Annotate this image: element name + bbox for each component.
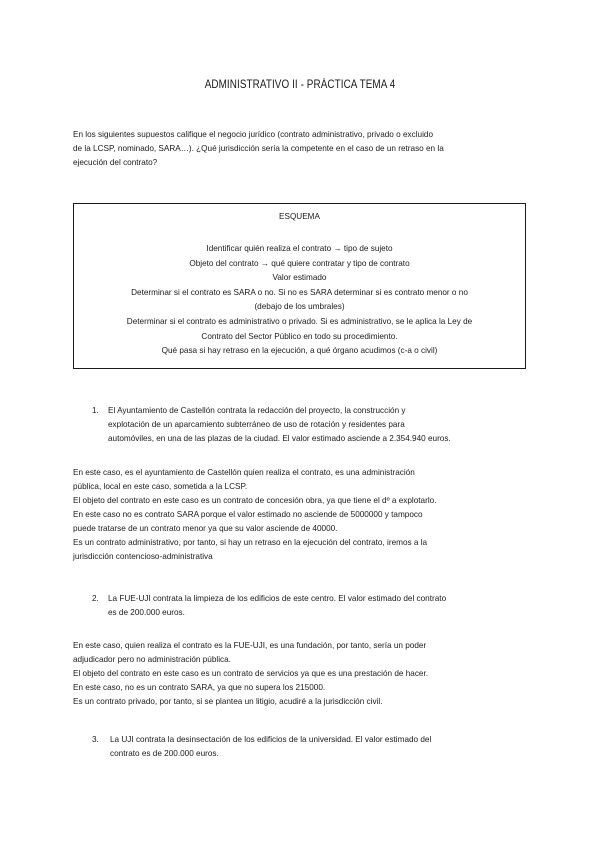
schema-line: Determinar si el contrato es administrativo o privado. Si es administrativo, se le aplica la Ley de	[126, 316, 473, 326]
schema-line: Objeto del contrato → qué quiere contratar y tipo de contrato	[189, 258, 410, 268]
intro-line: En los siguientes supuestos califique el negocio jurídico (contrato administrativo, privado o excluido	[73, 130, 433, 139]
schema-heading: ESQUEMA	[279, 212, 320, 221]
schema-line: Identificar quién realiza el contrato → tipo de sujeto	[206, 244, 393, 253]
case-answer-line: En este caso, no es un contrato SARA, ya que no supera los 215000.	[73, 683, 326, 692]
case-statement-line: es de 200.000 euros.	[108, 608, 185, 617]
case-answer	[73, 639, 428, 709]
case-statement	[108, 592, 446, 620]
case-answer-line: Es un contrato privado, por tanto, si se plantea un litigio, acudiré a la jurisdicción civil.	[73, 697, 383, 706]
case-number: 1.	[92, 406, 99, 415]
case-statement-line: automóviles, en una de las plazas de la ciudad. El valor estimado asciende a 2.354.940 euros.	[108, 434, 451, 443]
case-statement-line: explotación de un aparcamiento subterráneo de uso de rotación y residentes para	[108, 420, 405, 429]
case-number: 2.	[92, 594, 99, 603]
case-answer-line: El objeto del contrato en este caso es un contrato de concesión obra, ya que tiene el dº a explotarlo.	[73, 496, 437, 505]
schema-line: Valor estimado	[272, 273, 327, 283]
intro-paragraph	[73, 128, 444, 170]
case-answer-line: En este caso, quien realiza el contrato es la FUE-UJI, es una fundación, por tanto, sería un poder	[73, 641, 427, 650]
case-statement-line: La FUE-UJI contrata la limpieza de los edificios de este centro. El valor estimado del contrato	[108, 594, 447, 603]
case-statement-line: contrato es de 200.000 euros.	[110, 749, 219, 758]
schema-line: Determinar si el contrato es SARA o no. Si no es SARA determinar si es contrato menor o no	[131, 287, 468, 297]
case-answer-line: En este caso no es contrato SARA porque el valor estimado no asciende de 5000000 y tampoco	[73, 510, 423, 519]
page-title: ADMINISTRATIVO II - PRÁCTICA TEMA 4	[204, 79, 396, 91]
schema-line: (debajo de los umbrales)	[254, 302, 345, 312]
schema-line: Contrato del Sector Público en todo su procedimiento.	[201, 331, 398, 341]
schema-line: Qué pasa si hay retraso en la ejecución, a qué órgano acudimos (c-a o civil)	[161, 346, 438, 356]
intro-line: de la LCSP, nominado, SARA…). ¿Qué jurisdicción sería la competente en el caso de un retraso en la	[73, 144, 444, 153]
schema-lines	[74, 242, 525, 359]
case-answer-line: El objeto del contrato en este caso es un contrato de servicios ya que es una prestación de hacer.	[73, 669, 429, 678]
case-answer-line: pública, local en este caso, sometida a la LCSP.	[73, 482, 248, 491]
case-statement	[110, 733, 431, 761]
case-answer-line: puede tratarse de un contrato menor ya que su valor asciende de 40000.	[73, 524, 338, 533]
case-answer	[73, 466, 436, 564]
case-answer-line: adjudicador pero no administración pública.	[73, 655, 231, 664]
case-statement-line: El Ayuntamiento de Castellón contrata la redacción del proyecto, la construcción y	[108, 406, 406, 415]
schema-box	[73, 203, 526, 369]
case-statement	[108, 404, 451, 446]
case-answer-line: Es un contrato administrativo, por tanto, si hay un retraso en la ejecución del contrato, iremos a la	[73, 538, 428, 547]
case-statement-line: La UJI contrata la desinsectación de los edificios de la universidad. El valor estimado del	[110, 735, 432, 744]
intro-line: ejecución del contrato?	[73, 158, 158, 167]
case-number: 3.	[92, 735, 99, 744]
case-answer-line: jurisdicción contencioso-administrativa	[73, 552, 213, 561]
case-answer-line: En este caso, es el ayuntamiento de Castellón quien realiza el contrato, es una administración	[73, 468, 415, 477]
